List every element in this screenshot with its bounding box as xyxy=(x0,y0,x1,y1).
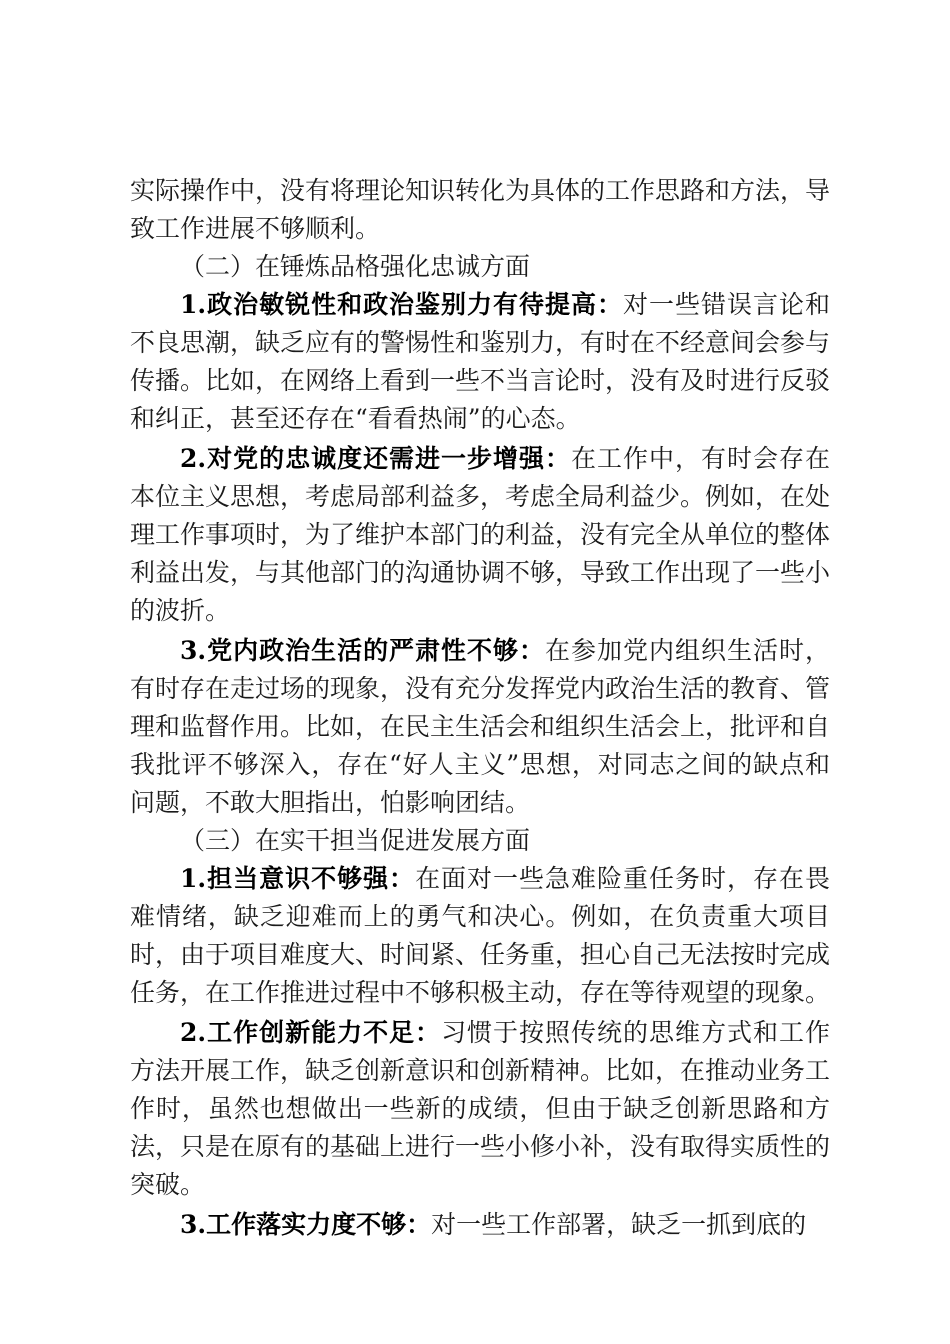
item-title: 1.担当意识不够强： xyxy=(180,864,416,893)
section-heading-3: （三）在实干担当促进发展方面 xyxy=(180,826,531,855)
item-text: 对一些错误言论和不良思潮，缺乏应有的警惕性和鉴别力，有时在不经意间会参与传播。比如，在网络上看到一些不当言论时，没有及时进行反驳和纠正，甚至还存在“看看热闹”的心态。 xyxy=(130,290,831,433)
item-text: 在面对一些急难险重任务时，存在畏难情绪，缺乏迎难而上的勇气和决心。例如，在负责重大项目时，由于项目难度大、时间紧、任务重，担心自己无法按时完成任务，在工作推进过程中不够积极主动，存在等待观望的现象。 xyxy=(130,864,831,1007)
list-item xyxy=(130,632,830,822)
list-item xyxy=(130,286,830,438)
item-title: 1.政治敏锐性和政治鉴别力有待提高： xyxy=(180,290,624,319)
item-text: 对一些工作部署，缺乏一抓到底的 xyxy=(431,1210,807,1239)
list-item xyxy=(130,440,830,630)
item-text: 在参加党内组织生活时，有时存在走过场的现象，没有充分发挥党内政治生活的教育、管理和监督作用。比如，在民主生活会和组织生活会上，批评和自我批评不够深入，存在“好人主义”思想，对同志之间的缺点和问题，不敢大胆指出，怕影响团结。 xyxy=(130,636,831,817)
list-item xyxy=(130,1014,830,1204)
item-title: 3.党内政治生活的严肃性不够： xyxy=(180,636,546,665)
section-heading-2: （二）在锤炼品格强化忠诚方面 xyxy=(180,252,531,281)
continuation-paragraph: 实际操作中，没有将理论知识转化为具体的工作思路和方法，导致工作进展不够顺利。 xyxy=(130,176,831,243)
item-text: 在工作中，有时会存在本位主义思想，考虑局部利益多，考虑全局利益少。例如，在处理工作事项时，为了维护本部门的利益，没有完全从单位的整体利益出发，与其他部门的沟通协调不够，导致工作出现了一些小的波折。 xyxy=(130,444,831,625)
item-title: 2.对党的忠诚度还需进一步增强： xyxy=(180,444,572,473)
document-body xyxy=(130,172,830,1244)
item-title: 3.工作落实力度不够： xyxy=(180,1210,432,1239)
list-item xyxy=(130,1206,830,1244)
item-title: 2.工作创新能力不足： xyxy=(180,1018,442,1047)
list-item xyxy=(130,860,830,1012)
item-text: 习惯于按照传统的思维方式和工作方法开展工作，缺乏创新意识和创新精神。比如，在推动业务工作时，虽然也想做出一些新的成绩，但由于缺乏创新思路和方法，只是在原有的基础上进行一些小修小补，没有取得实质性的突破。 xyxy=(130,1018,831,1199)
